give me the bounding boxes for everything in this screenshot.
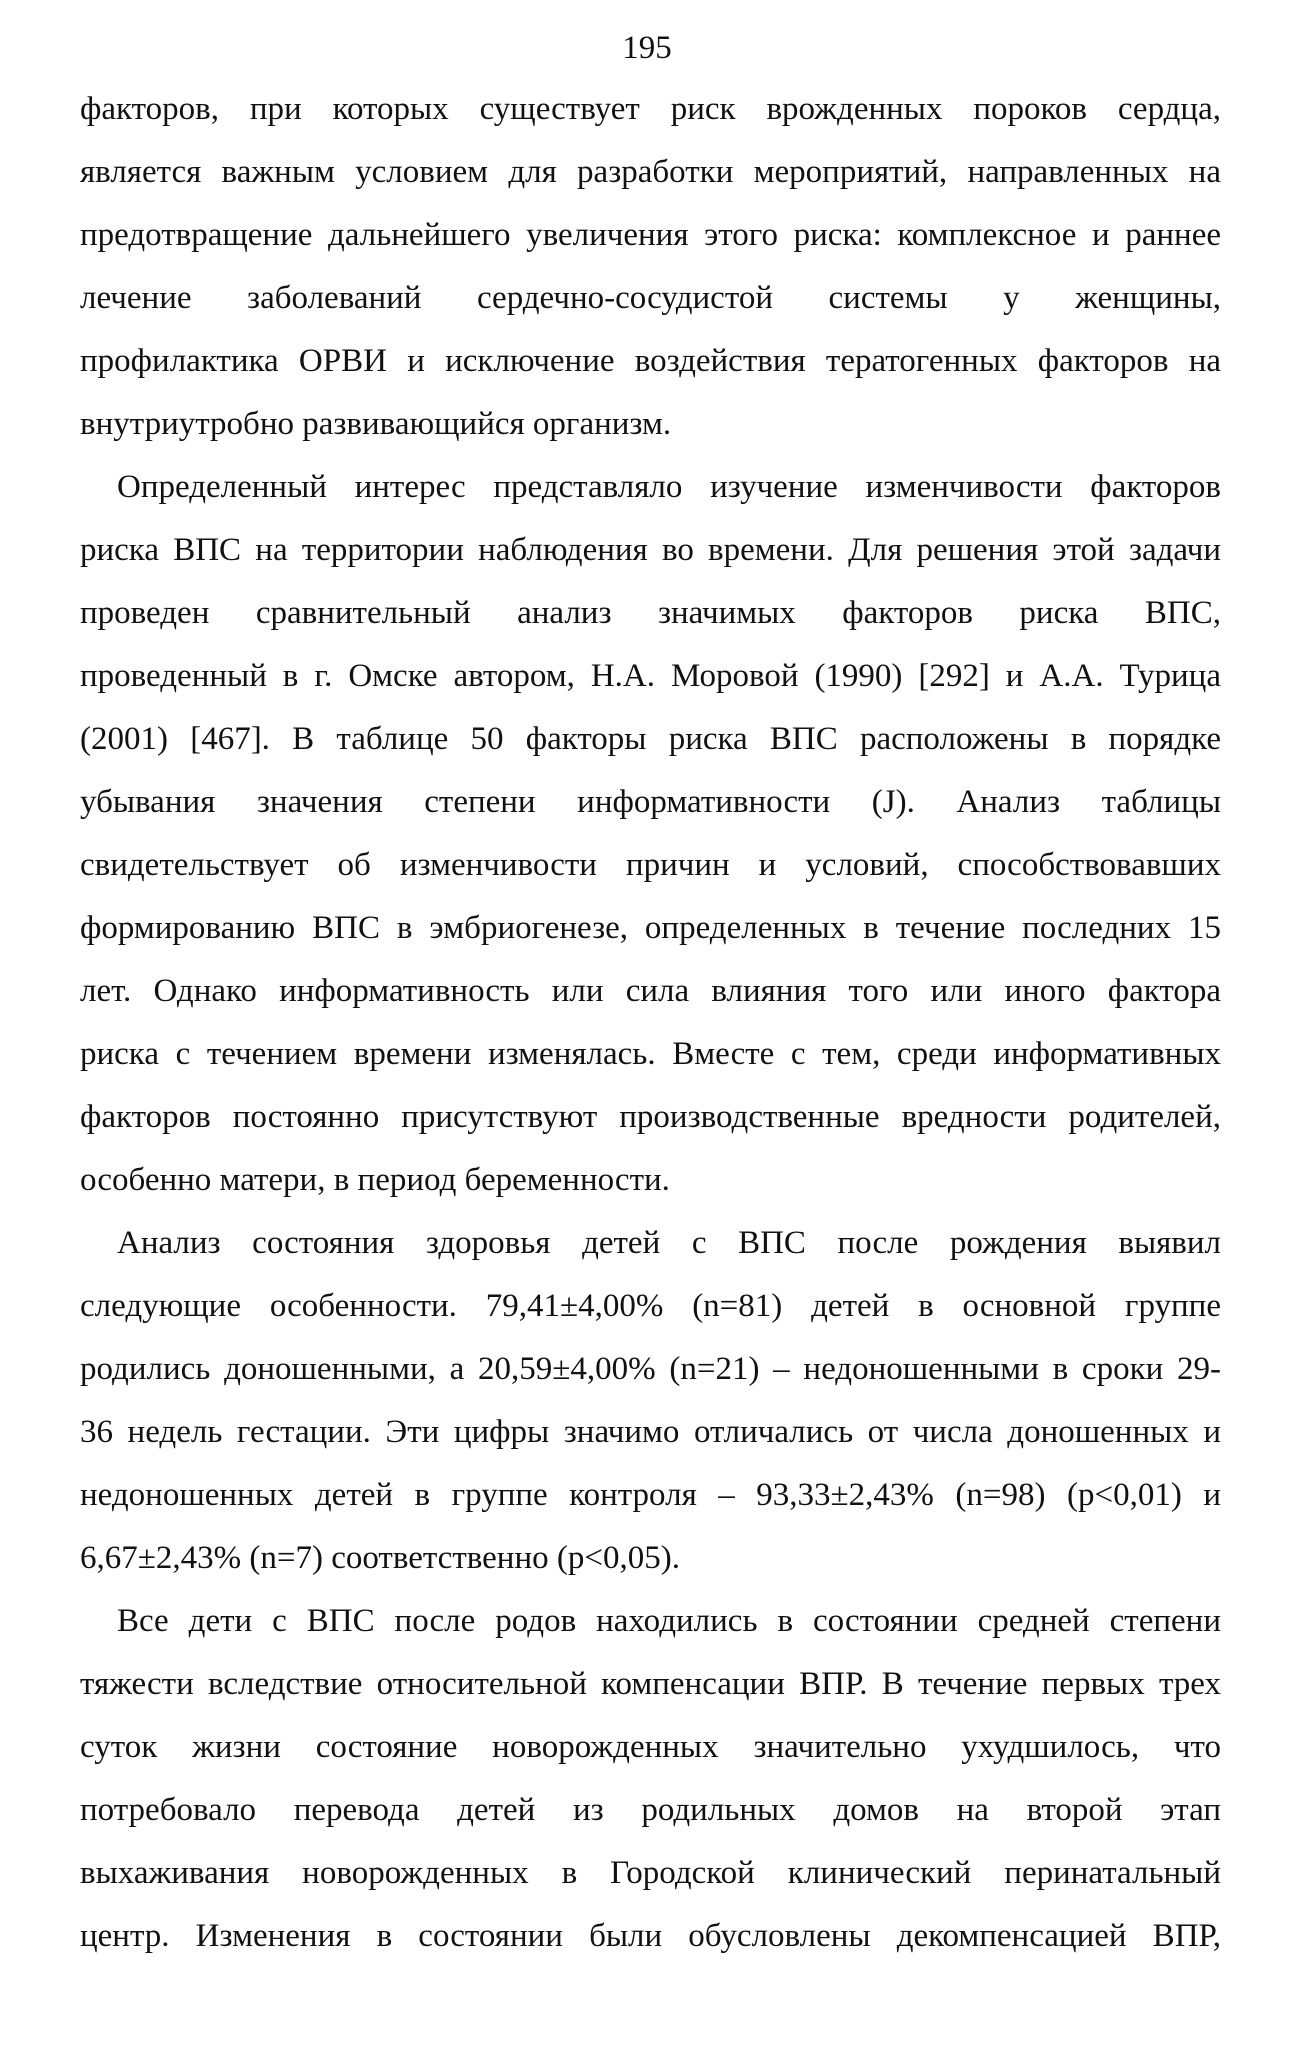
text-line: родились доношенными, а 20,59±4,00% (n=21) – недоношенными в сроки 29- (80, 1351, 1221, 1387)
text-line: 36 недель гестации. Эти цифры значимо отличались от числа доношенных и (80, 1414, 1221, 1450)
text-line: формированию ВПС в эмбриогенезе, определенных в течение последних 15 (80, 910, 1221, 946)
text-line: лет. Однако информативность или сила влияния того или иного фактора (80, 973, 1221, 1009)
text-line: внутриутробно развивающийся организм. (80, 406, 672, 442)
body-text (80, 78, 1221, 1968)
text-line: предотвращение дальнейшего увеличения этого риска: комплексное и раннее (80, 217, 1221, 253)
text-line: 6,67±2,43% (n=7) соответственно (p<0,05). (80, 1540, 680, 1576)
text-line: риска ВПС на территории наблюдения во времени. Для решения этой задачи (80, 532, 1221, 568)
text-line: суток жизни состояние новорожденных значительно ухудшилось, что (80, 1729, 1221, 1765)
text-line: проведенный в г. Омске автором, Н.А. Моровой (1990) [292] и А.А. Турица (80, 658, 1221, 694)
text-line: (2001) [467]. В таблице 50 факторы риска ВПС расположены в порядке (80, 721, 1221, 757)
text-line: лечение заболеваний сердечно-сосудистой системы у женщины, (80, 280, 1221, 316)
paragraph (80, 456, 1221, 1212)
paragraph (80, 1590, 1221, 1968)
text-line: проведен сравнительный анализ значимых факторов риска ВПС, (80, 595, 1221, 631)
text-line: Определенный интерес представляло изучение изменчивости факторов (117, 469, 1221, 505)
text-line: Анализ состояния здоровья детей с ВПС после рождения выявил (117, 1225, 1221, 1261)
text-line: следующие особенности. 79,41±4,00% (n=81) детей в основной группе (80, 1288, 1221, 1324)
text-line: является важным условием для разработки мероприятий, направленных на (80, 154, 1221, 190)
text-line: факторов, при которых существует риск врожденных пороков сердца, (80, 91, 1221, 127)
text-line: свидетельствует об изменчивости причин и условий, способствовавших (80, 847, 1221, 883)
text-line: убывания значения степени информативности (J). Анализ таблицы (80, 784, 1221, 820)
text-line: недоношенных детей в группе контроля – 93,33±2,43% (n=98) (p<0,01) и (80, 1477, 1221, 1513)
text-line: тяжести вследствие относительной компенсации ВПР. В течение первых трех (80, 1666, 1221, 1702)
text-line: риска с течением времени изменялась. Вместе с тем, среди информативных (80, 1036, 1221, 1072)
text-line: факторов постоянно присутствуют производственные вредности родителей, (80, 1099, 1221, 1135)
page-number: 195 (622, 30, 672, 66)
text-line: центр. Изменения в состоянии были обусловлены декомпенсацией ВПР, (80, 1918, 1221, 1954)
paragraph (80, 1212, 1221, 1590)
text-line: профилактика ОРВИ и исключение воздействия тератогенных факторов на (80, 343, 1221, 379)
paragraph (80, 78, 1221, 456)
text-line: выхаживания новорожденных в Городской клинический перинатальный (80, 1855, 1221, 1891)
text-line: особенно матери, в период беременности. (80, 1162, 670, 1198)
text-line: потребовало перевода детей из родильных домов на второй этап (80, 1792, 1221, 1828)
text-line: Все дети с ВПС после родов находились в состоянии средней степени (117, 1603, 1221, 1639)
